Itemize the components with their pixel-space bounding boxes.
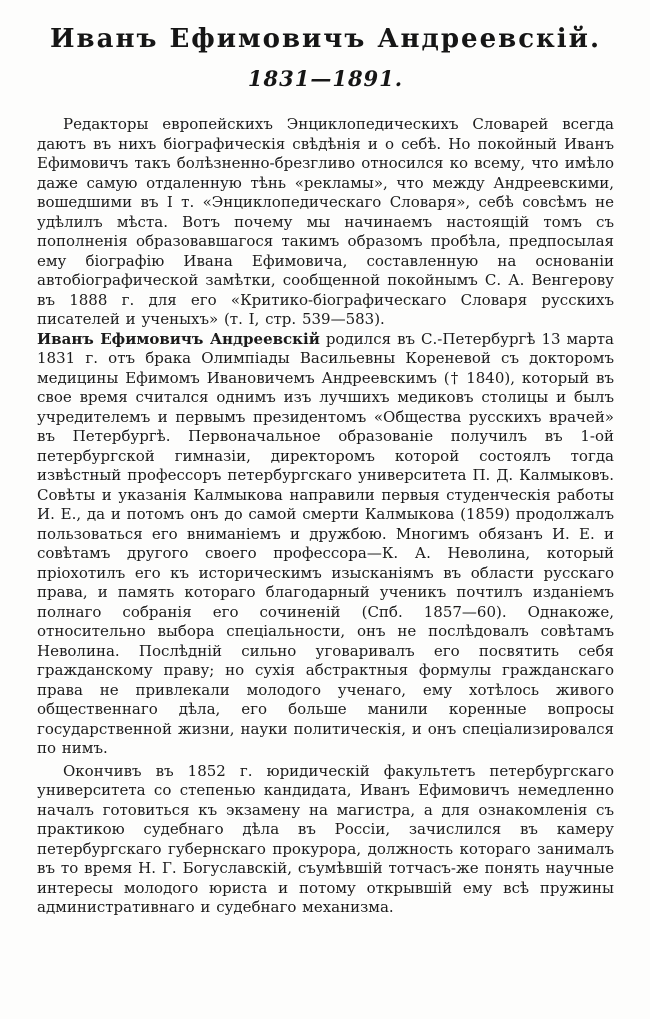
paragraph-intro: Редакторы европейскихъ Энциклопедическихъ Словарей всегда даютъ въ нихъ біографическія свѣдѣнія и о себѣ. Но покойный Иванъ Ефимовичъ такъ болѣзненно-брезгливо относился ко всему, что имѣло даже самую отдаленную тѣнь «рекламы», что между Андреевскими, вошедшими въ I т. «Энциклопедическаго Словаря», себѣ совсѣмъ не удѣлилъ мѣста. Вотъ почему мы начинаемъ настоящій томъ съ пополненія образовавшагося такимъ образомъ пробѣла, предпосылая ему біографію Ивана Ефимовича, составленную на основаніи автобіографической замѣтки, сообщенной покойнымъ С. А. Венгерову въ 1888 г. для его «Критико-біографическаго Словаря русскихъ писателей и ученыхъ» (т. I, стр. 539—583). [37, 115, 614, 328]
article-title: Иванъ Ефимовичъ Андреевскій. [49, 24, 602, 54]
paragraph-biography-text: родился въ С.-Петербургѣ 13 марта 1831 г. отъ брака Олимпіады Васильевны Кореневой съ докторомъ медицины Ефимомъ Ивановичемъ Андреевскимъ († 1840), который въ свое время считался однимъ изъ лучшихъ медиковъ столицы и былъ учредителемъ и первымъ президентомъ «Общества русскихъ врачей» въ Петербургѣ. Первоначальное образованіе получилъ въ 1-ой петербургской гимназіи, директоромъ которой состоялъ тогда извѣстный профессоръ петербургскаго университета П. Д. Калмыковъ. Совѣты и указанія Калмыкова направили первыя студенческія работы И. Е., да и потомъ онъ до самой смерти Калмыкова (1859) продолжалъ пользоваться его вниманіемъ и дружбою. Многимъ обязанъ И. Е. и совѣтамъ другого своего профессора—К. А. Неволина, который пріохотилъ его къ историческимъ изысканіямъ въ области русскаго права, и память котораго благодарный ученикъ почтилъ изданіемъ полнаго собранія его сочиненій (Спб. 1857—60). Однакоже, относительно выбора спеціальности, онъ не послѣдовалъ совѣтамъ Неволина. Послѣдній сильно уговаривалъ его посвятить себя гражданскому праву; но сухія абстрактныя формулы гражданскаго права не привлекали молодого ученаго, ему хотѣлось живого общественнаго дѣла, его больше манили коренные вопросы государственной жизни, науки политическія, и онъ спеціализировался по нимъ. [37, 329, 614, 757]
life-dates: 1831—1891. [247, 66, 404, 91]
person-name-lead: Иванъ Ефимовичъ Андреевскій [37, 329, 320, 348]
article-body [37, 115, 614, 918]
paragraph-biography [37, 330, 614, 759]
paragraph-career: Окончивъ въ 1852 г. юридическій факультетъ петербургскаго университета со степенью кандидата, Иванъ Ефимовичъ немедленно началъ готовиться къ экзамену на магистра, а для ознакомленія съ практикою судебнаго дѣла въ Россіи, зачислился въ камеру петербургскаго губернскаго прокурора, должность котораго занималъ въ то время Н. Г. Богуславскій, съумѣвшій тотчасъ-же понять научные интересы молодого юриста и потому открывшій ему всѣ пружины административнаго и судебнаго механизма. [37, 761, 614, 916]
